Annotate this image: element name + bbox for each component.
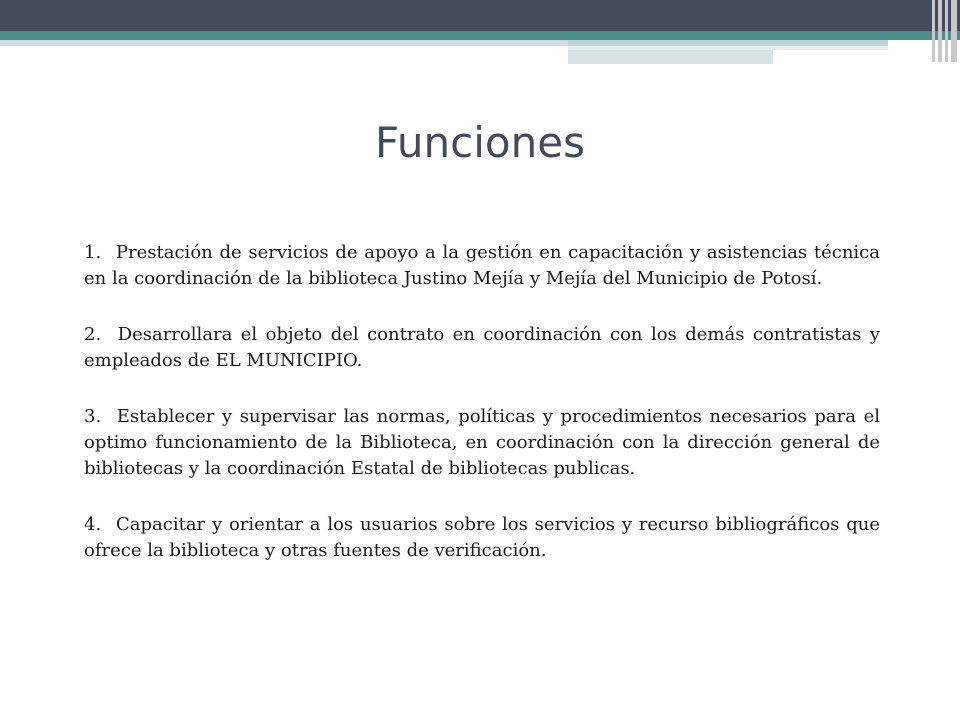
vertical-bar: [945, 0, 948, 62]
header-teal-band: [0, 31, 960, 40]
header-light-band: [568, 50, 773, 64]
slide-title: Funciones: [375, 118, 585, 167]
header-vertical-bars: [930, 0, 960, 62]
list-item: [84, 240, 880, 292]
vertical-bar: [951, 0, 957, 62]
item-text: Capacitar y orientar a los usuarios sobre los servicios y recurso bibliográficos que ofrece la biblioteca y otras fuentes de verificación.: [84, 514, 880, 561]
vertical-bar: [938, 0, 942, 62]
functions-list: [84, 240, 880, 594]
header-divider-line: [773, 50, 888, 52]
item-number: 3.: [84, 406, 102, 427]
item-text: Desarrollara el objeto del contrato en coordinación con los demás contratistas y empleados de EL MUNICIPIO.: [84, 324, 880, 371]
item-number: 4.: [84, 514, 102, 535]
item-number: 1.: [84, 242, 102, 263]
item-number: 2.: [84, 324, 102, 345]
list-item: [84, 404, 880, 482]
list-item: [84, 322, 880, 374]
header-light-band: [0, 40, 568, 46]
vertical-bar: [932, 0, 935, 62]
item-text: Establecer y supervisar las normas, políticas y procedimientos necesarios para el optimo funcionamiento de la Biblioteca, en coordinación con la dirección general de bibliotecas y la coordinación Estatal de bibliotecas publicas.: [84, 406, 880, 479]
header-dark-band: [0, 0, 960, 31]
item-text: Prestación de servicios de apoyo a la gestión en capacitación y asistencias técnica en la coordinación de la biblioteca Justino Mejía y Mejía del Municipio de Potosí.: [84, 242, 880, 289]
list-item: [84, 512, 880, 564]
